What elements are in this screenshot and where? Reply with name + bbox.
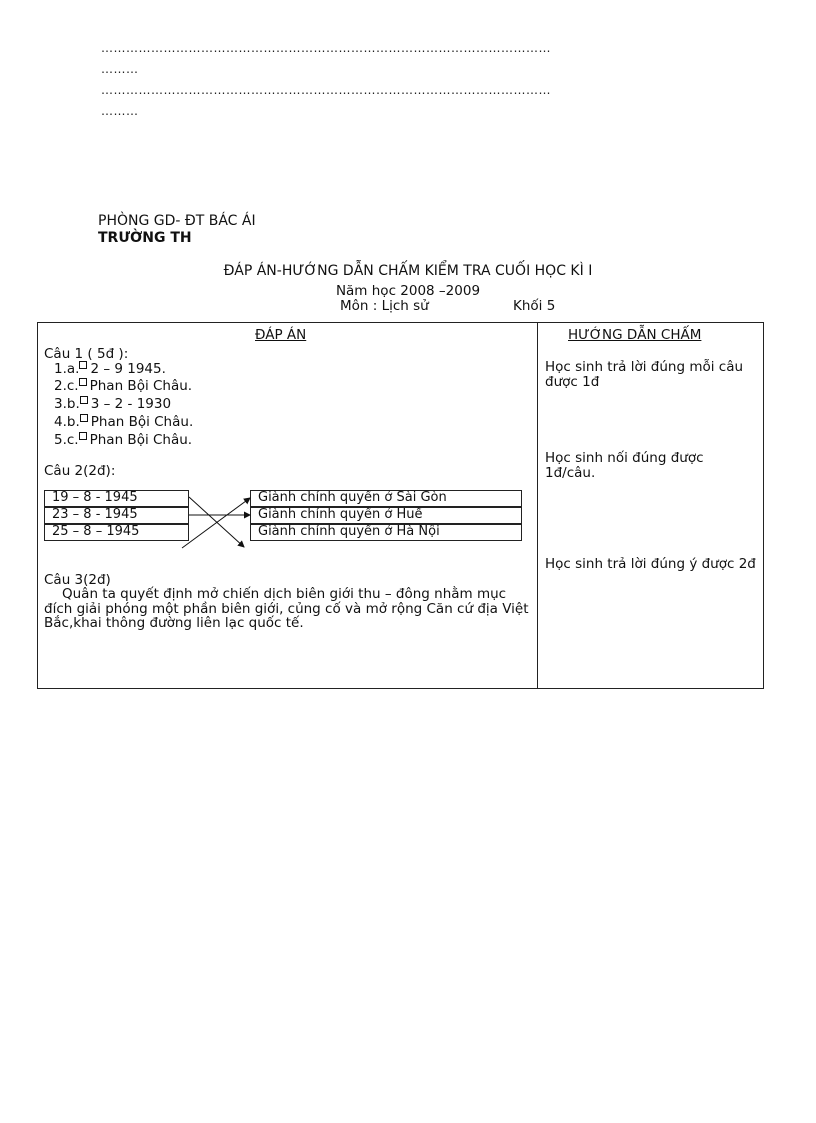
question-3-label: Câu 3(2đ) [44, 572, 111, 588]
event-cell-2: Giành chính quyền ở Huế [250, 507, 522, 524]
date-cell-2: 23 – 8 - 1945 [44, 507, 189, 524]
question-3-answer: Quân ta quyết định mở chiến dịch biên giới thu – đông nhằm mục đích giải phóng một phần biên giới, củng cố và mở rộng Căn cứ địa Việt Bắc,khai thông đường liên lạc quốc tế. [44, 586, 529, 631]
q1-item-3 [54, 396, 171, 412]
q1-item-answer: Phan Bội Châu. [89, 432, 193, 448]
q1-item-number: 2.c. [54, 378, 79, 394]
arrow-icon [189, 497, 244, 547]
q1-item-number: 5.c. [54, 432, 79, 448]
grade: Khối 5 [513, 298, 556, 314]
question-1-guide: Học sinh trả lời đúng mỗi câu được 1đ [545, 359, 744, 390]
school-name: TRƯỜNG TH [98, 230, 192, 246]
table-column-divider [537, 322, 538, 689]
q1-item-4 [54, 414, 193, 430]
q1-item-answer: 2 – 9 1945. [90, 361, 166, 377]
dotted-line-3: ……………………………………………………………………………………………… [101, 83, 551, 97]
q1-item-number: 3.b. [54, 396, 80, 412]
event-cell-3: Giành chính quyền ở Hà Nội [250, 524, 522, 541]
column-header-answer: ĐÁP ÁN [255, 327, 307, 343]
q1-item-answer: Phan Bội Châu. [90, 414, 194, 430]
q1-item-5 [54, 432, 192, 448]
arrow-icon [182, 498, 250, 548]
page-title: ĐÁP ÁN-HƯỚNG DẪN CHẤM KIỂM TRA CUỐI HỌC KÌ I [223, 263, 593, 279]
school-year: Năm học 2008 –2009 [335, 283, 481, 299]
q1-item-1 [54, 361, 166, 377]
question-2-guide: Học sinh nối đúng được 1đ/câu. [545, 450, 704, 481]
q1-item-number: 1.a. [54, 361, 80, 377]
question-2-label: Câu 2(2đ): [44, 463, 116, 479]
question-3-guide: Học sinh trả lời đúng ý được 2đ [545, 556, 756, 572]
matching-arrows [170, 485, 260, 555]
checkbox-icon [79, 378, 87, 386]
date-cell-1: 19 – 8 - 1945 [44, 490, 189, 507]
checkbox-icon [80, 396, 88, 404]
q1-item-2 [54, 378, 192, 394]
checkbox-icon [79, 432, 87, 440]
column-header-guide: HƯỚNG DẪN CHẤM [568, 327, 702, 343]
date-cell-3: 25 – 8 – 1945 [44, 524, 189, 541]
subject: Môn : Lịch sử [340, 298, 429, 314]
event-cell-1: Giành chính quyền ở Sài Gòn [250, 490, 522, 507]
q1-item-number: 4.b. [54, 414, 80, 430]
question-1-label: Câu 1 ( 5đ ): [44, 346, 129, 362]
dotted-line-2: ……… [101, 62, 139, 76]
checkbox-icon [79, 361, 87, 369]
dotted-line-4: ……… [101, 104, 139, 118]
dotted-line-1: ……………………………………………………………………………………………… [101, 41, 551, 55]
checkbox-icon [80, 414, 88, 422]
q1-item-answer: 3 – 2 - 1930 [90, 396, 172, 412]
department-name: PHÒNG GD- ĐT BÁC ÁI [98, 213, 256, 229]
q1-item-answer: Phan Bội Châu. [89, 378, 193, 394]
